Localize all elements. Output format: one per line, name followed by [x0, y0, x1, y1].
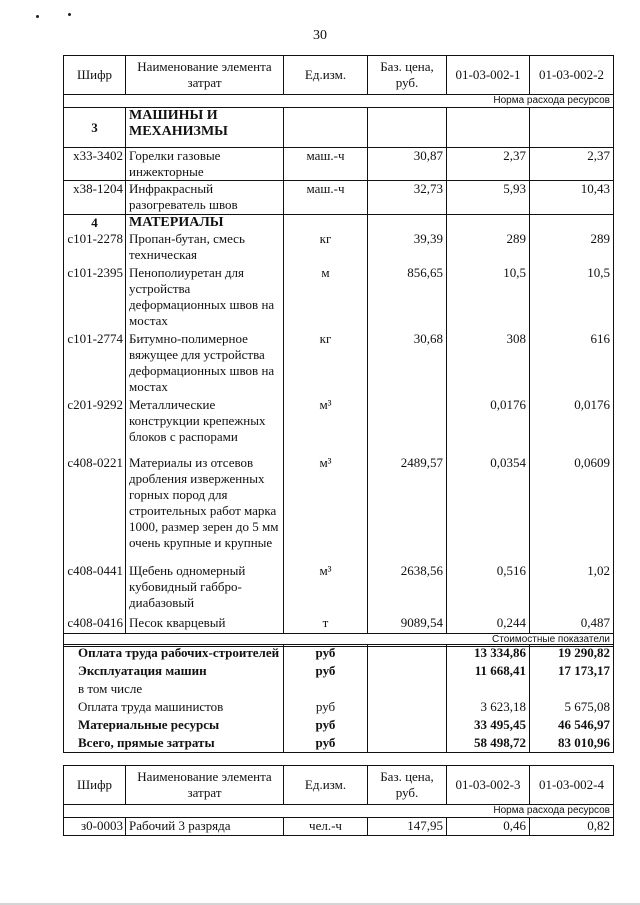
cost-name: Оплата труда машинистов [64, 699, 284, 717]
resource-name: Горелки газовые инжекторные [126, 148, 284, 181]
resource-value-col1: 0,516 [447, 563, 530, 615]
resource-value-col1: 289 [447, 231, 530, 265]
cost-indicators-table [63, 644, 614, 753]
resource-code: с101-2774 [64, 331, 126, 397]
section-4-title-row [64, 215, 614, 232]
resource-unit: м [284, 265, 368, 331]
resource-name: Рабочий 3 разряда [126, 818, 284, 836]
header-unit: Ед.изм. [284, 56, 368, 95]
resource-code: х38-1204 [64, 181, 126, 215]
cost-name: Эксплуатация машин [64, 663, 284, 681]
resource-value-col2: 0,487 [530, 615, 614, 633]
cost-value-col2: 17 173,17 [530, 663, 614, 681]
norm-label-row [64, 95, 614, 108]
resource-value-col2: 616 [530, 331, 614, 397]
resource-code: с408-0221 [64, 455, 126, 563]
resource-norms-table [63, 55, 614, 647]
resource-name: Инфракрасный разогреватель швов [126, 181, 284, 215]
resource-price [368, 397, 447, 455]
scan-speck [36, 15, 39, 18]
cost-row [64, 735, 614, 753]
resource-unit: чел.-ч [284, 818, 368, 836]
resource-value-col2: 0,0176 [530, 397, 614, 455]
resource-code: с408-0441 [64, 563, 126, 615]
header-name: Наименование элемента затрат [126, 56, 284, 95]
resource-price: 32,73 [368, 181, 447, 215]
norm-label-row [64, 805, 614, 818]
cost-name: Материальные ресурсы [64, 717, 284, 735]
table-row [64, 148, 614, 181]
cost-unit: руб [284, 717, 368, 735]
cost-name: в том числе [64, 681, 284, 699]
resource-value-col1: 308 [447, 331, 530, 397]
header-price: Баз. цена, руб. [368, 56, 447, 95]
resource-value-col2: 10,43 [530, 181, 614, 215]
resource-code: с408-0416 [64, 615, 126, 633]
table-header-row [64, 56, 614, 95]
cost-value-col2: 83 010,96 [530, 735, 614, 753]
cost-name: Оплата труда рабочих-строителей [64, 645, 284, 663]
cost-value-col1: 3 623,18 [447, 699, 530, 717]
resource-value-col1: 0,0354 [447, 455, 530, 563]
resource-code: з0-0003 [64, 818, 126, 836]
resource-norms-table-2 [63, 765, 614, 836]
cost-value-col1 [447, 681, 530, 699]
section-3-title: МАШИНЫ И МЕХАНИЗМЫ [126, 108, 284, 148]
resource-value-col2: 289 [530, 231, 614, 265]
resource-name: Щебень одномерный кубовидный габбро-диабазовый [126, 563, 284, 615]
resource-code: с201-9292 [64, 397, 126, 455]
resource-name: Битумно-полимерное вяжущее для устройства деформационных швов на мостах [126, 331, 284, 397]
resource-value-col2: 1,02 [530, 563, 614, 615]
resource-unit: м³ [284, 455, 368, 563]
section-3-number: 3 [64, 108, 126, 148]
table-row [64, 563, 614, 615]
table-row [64, 615, 614, 633]
resource-unit: м³ [284, 397, 368, 455]
cost-unit: руб [284, 735, 368, 753]
table-row [64, 331, 614, 397]
scan-speck [68, 13, 71, 16]
cost-label: Стоимостные показатели [64, 633, 614, 646]
cost-row [64, 663, 614, 681]
norm-label: Норма расхода ресурсов [64, 95, 614, 108]
header-code: Шифр [64, 56, 126, 95]
cost-row [64, 681, 614, 699]
header-unit: Ед.изм. [284, 766, 368, 805]
header-col2: 01-03-002-4 [530, 766, 614, 805]
resource-value-col2: 0,82 [530, 818, 614, 836]
table-row [64, 231, 614, 265]
resource-unit: т [284, 615, 368, 633]
table-row [64, 455, 614, 563]
resource-unit: кг [284, 331, 368, 397]
cost-unit [284, 681, 368, 699]
cost-unit: руб [284, 645, 368, 663]
resource-name: Пропан-бутан, смесь техническая [126, 231, 284, 265]
cost-value-col2: 19 290,82 [530, 645, 614, 663]
resource-value-col2: 2,37 [530, 148, 614, 181]
resource-price: 2489,57 [368, 455, 447, 563]
resource-price: 39,39 [368, 231, 447, 265]
resource-name: Пенополиуретан для устройства деформационных швов на мостах [126, 265, 284, 331]
resource-unit: маш.-ч [284, 181, 368, 215]
cost-value-col2: 5 675,08 [530, 699, 614, 717]
resource-value-col1: 0,0176 [447, 397, 530, 455]
resource-unit: м³ [284, 563, 368, 615]
resource-price: 30,68 [368, 331, 447, 397]
resource-price: 2638,56 [368, 563, 447, 615]
table-row [64, 265, 614, 331]
norm-label: Норма расхода ресурсов [64, 805, 614, 818]
section-4-number: 4 [64, 215, 126, 232]
resource-unit: кг [284, 231, 368, 265]
header-col1: 01-03-002-1 [447, 56, 530, 95]
header-col1: 01-03-002-3 [447, 766, 530, 805]
table-header-row [64, 766, 614, 805]
resource-value-col1: 2,37 [447, 148, 530, 181]
resource-code: х33-3402 [64, 148, 126, 181]
cost-value-col1: 13 334,86 [447, 645, 530, 663]
header-name: Наименование элемента затрат [126, 766, 284, 805]
page-number: 30 [313, 28, 327, 43]
section-4-title: МАТЕРИАЛЫ [126, 215, 284, 232]
cost-value-col1: 33 495,45 [447, 717, 530, 735]
resource-value-col1: 10,5 [447, 265, 530, 331]
resource-code: с101-2278 [64, 231, 126, 265]
resource-value-col2: 10,5 [530, 265, 614, 331]
cost-row [64, 645, 614, 663]
resource-name: Металлические конструкции крепежных блоков с распорами [126, 397, 284, 455]
resource-price: 9089,54 [368, 615, 447, 633]
cost-value-col2: 46 546,97 [530, 717, 614, 735]
table-row [64, 818, 614, 836]
resource-value-col2: 0,0609 [530, 455, 614, 563]
table-row [64, 397, 614, 455]
header-col2: 01-03-002-2 [530, 56, 614, 95]
resource-name: Песок кварцевый [126, 615, 284, 633]
section-3-title-row [64, 108, 614, 148]
header-code: Шифр [64, 766, 126, 805]
resource-unit: маш.-ч [284, 148, 368, 181]
resource-code: с101-2395 [64, 265, 126, 331]
cost-name: Всего, прямые затраты [64, 735, 284, 753]
cost-value-col1: 11 668,41 [447, 663, 530, 681]
resource-value-col1: 5,93 [447, 181, 530, 215]
header-price: Баз. цена, руб. [368, 766, 447, 805]
resource-value-col1: 0,46 [447, 818, 530, 836]
cost-value-col1: 58 498,72 [447, 735, 530, 753]
resource-name: Материалы из отсевов дробления изверженных горных пород для строительных работ марка 1000, размер зерен до 5 мм очень крупные и крупные [126, 455, 284, 563]
cost-row [64, 717, 614, 735]
table-row [64, 181, 614, 215]
resource-value-col1: 0,244 [447, 615, 530, 633]
resource-price: 856,65 [368, 265, 447, 331]
resource-price: 147,95 [368, 818, 447, 836]
cost-value-col2 [530, 681, 614, 699]
cost-row [64, 699, 614, 717]
cost-unit: руб [284, 663, 368, 681]
cost-unit: руб [284, 699, 368, 717]
resource-price: 30,87 [368, 148, 447, 181]
